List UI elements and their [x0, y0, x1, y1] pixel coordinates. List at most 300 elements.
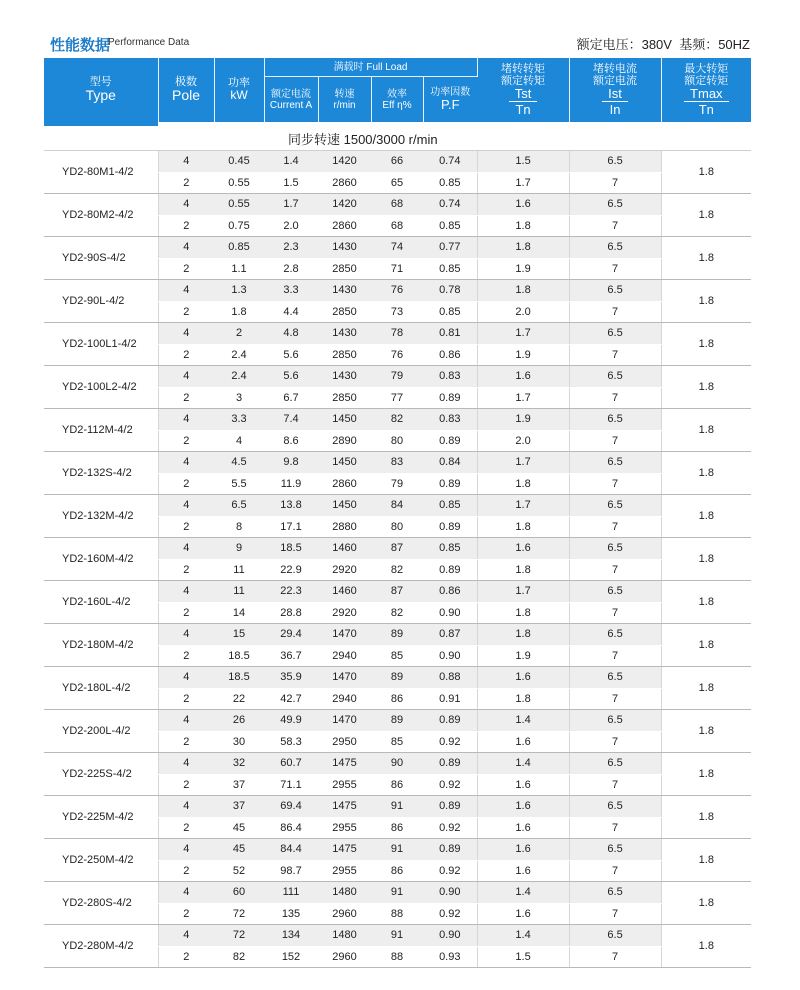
table-row [44, 194, 751, 216]
current-cell: 42.7 [264, 688, 318, 710]
power-factor-cell: 0.88 [423, 667, 477, 689]
tst-ratio-cell: 1.8 [477, 215, 569, 237]
col-pf-cn: 功率因数 [430, 86, 471, 98]
power-cell: 6.5 [214, 495, 264, 517]
ist-ratio-cell: 6.5 [569, 151, 661, 173]
power-cell: 45 [214, 839, 264, 861]
power-cell: 18.5 [214, 667, 264, 689]
model-type-cell: YD2-250M-4/2 [44, 839, 158, 882]
power-cell: 4.5 [214, 452, 264, 474]
current-cell: 22.3 [264, 581, 318, 603]
power-cell: 30 [214, 731, 264, 753]
power-factor-cell: 0.90 [423, 925, 477, 947]
tst-ratio-cell: 1.8 [477, 473, 569, 495]
pole-cell: 4 [158, 409, 214, 431]
pole-cell: 2 [158, 473, 214, 495]
efficiency-cell: 90 [371, 753, 423, 775]
table-row [44, 495, 751, 517]
speed-cell: 2940 [318, 645, 371, 667]
speed-cell: 1430 [318, 280, 371, 302]
tmax-ratio-cell: 1.8 [661, 409, 751, 452]
current-cell: 71.1 [264, 774, 318, 796]
current-cell: 98.7 [264, 860, 318, 882]
efficiency-cell: 82 [371, 559, 423, 581]
tst-ratio-cell: 1.8 [477, 602, 569, 624]
tst-ratio-cell: 1.4 [477, 753, 569, 775]
power-cell: 3.3 [214, 409, 264, 431]
table-row [44, 452, 751, 474]
efficiency-cell: 91 [371, 882, 423, 904]
table-row [44, 237, 751, 259]
efficiency-cell: 85 [371, 645, 423, 667]
power-factor-cell: 0.90 [423, 602, 477, 624]
power-cell: 8 [214, 516, 264, 538]
efficiency-cell: 80 [371, 430, 423, 452]
current-cell: 7.4 [264, 409, 318, 431]
tst-ratio-cell: 1.5 [477, 946, 569, 968]
pole-cell: 4 [158, 151, 214, 173]
ist-ratio-cell: 7 [569, 946, 661, 968]
table-row [44, 280, 751, 302]
ist-ratio-cell: 6.5 [569, 280, 661, 302]
col-tst-cn2: 额定转矩 [501, 75, 546, 87]
tst-ratio-cell: 1.6 [477, 903, 569, 925]
current-cell: 58.3 [264, 731, 318, 753]
speed-cell: 2850 [318, 301, 371, 323]
tmax-ratio-cell: 1.8 [661, 796, 751, 839]
section-row [44, 126, 751, 151]
ist-ratio-cell: 6.5 [569, 925, 661, 947]
power-cell: 5.5 [214, 473, 264, 495]
ist-ratio-cell: 6.5 [569, 366, 661, 388]
page-title: 性能数据 [50, 37, 111, 54]
table-row [44, 882, 751, 904]
tst-ratio-cell: 2.0 [477, 430, 569, 452]
current-cell: 1.7 [264, 194, 318, 216]
tst-ratio-cell: 1.9 [477, 258, 569, 280]
speed-cell: 1480 [318, 925, 371, 947]
tst-ratio-cell: 1.6 [477, 796, 569, 818]
efficiency-cell: 86 [371, 688, 423, 710]
tst-ratio-cell: 1.9 [477, 645, 569, 667]
ist-ratio-cell: 7 [569, 774, 661, 796]
power-factor-cell: 0.85 [423, 258, 477, 280]
ist-ratio-cell: 6.5 [569, 624, 661, 646]
current-cell: 5.6 [264, 344, 318, 366]
power-factor-cell: 0.89 [423, 839, 477, 861]
tmax-ratio-cell: 1.8 [661, 538, 751, 581]
speed-cell: 1460 [318, 581, 371, 603]
current-cell: 8.6 [264, 430, 318, 452]
efficiency-cell: 89 [371, 624, 423, 646]
power-cell: 0.55 [214, 172, 264, 194]
power-factor-cell: 0.92 [423, 817, 477, 839]
sync-speed-label: 同步转速 1500/3000 r/min [158, 126, 751, 151]
tst-ratio-cell: 1.7 [477, 387, 569, 409]
model-type-cell: YD2-112M-4/2 [44, 409, 158, 452]
speed-cell: 1470 [318, 667, 371, 689]
pole-cell: 4 [158, 710, 214, 732]
pole-cell: 2 [158, 860, 214, 882]
power-factor-cell: 0.83 [423, 366, 477, 388]
table-row [44, 925, 751, 947]
current-cell: 84.4 [264, 839, 318, 861]
ist-ratio-cell: 7 [569, 172, 661, 194]
col-power-cn: 功率 [228, 77, 250, 90]
ist-ratio-cell: 6.5 [569, 409, 661, 431]
col-speed-en: r/min [333, 99, 356, 111]
power-factor-cell: 0.85 [423, 215, 477, 237]
pole-cell: 2 [158, 645, 214, 667]
page-header [50, 34, 750, 56]
model-type-cell: YD2-180L-4/2 [44, 667, 158, 710]
power-factor-cell: 0.86 [423, 581, 477, 603]
efficiency-cell: 86 [371, 860, 423, 882]
power-cell: 82 [214, 946, 264, 968]
tmax-ratio-cell: 1.8 [661, 839, 751, 882]
tst-ratio-cell: 1.9 [477, 344, 569, 366]
tst-ratio-cell: 1.8 [477, 688, 569, 710]
speed-cell: 1450 [318, 495, 371, 517]
speed-cell: 2920 [318, 602, 371, 624]
col-ist-num: Ist [602, 87, 628, 102]
speed-cell: 1470 [318, 624, 371, 646]
power-cell: 0.55 [214, 194, 264, 216]
power-cell: 72 [214, 903, 264, 925]
power-factor-cell: 0.90 [423, 882, 477, 904]
efficiency-cell: 83 [371, 452, 423, 474]
speed-cell: 2955 [318, 860, 371, 882]
col-ist-den: In [609, 102, 621, 118]
model-type-cell: YD2-225S-4/2 [44, 753, 158, 796]
power-cell: 52 [214, 860, 264, 882]
speed-cell: 2950 [318, 731, 371, 753]
table-row [44, 409, 751, 431]
efficiency-cell: 89 [371, 667, 423, 689]
ist-ratio-cell: 7 [569, 645, 661, 667]
tst-ratio-cell: 1.4 [477, 925, 569, 947]
table-row [44, 151, 751, 173]
power-cell: 1.8 [214, 301, 264, 323]
speed-cell: 1450 [318, 452, 371, 474]
current-cell: 4.4 [264, 301, 318, 323]
efficiency-cell: 80 [371, 516, 423, 538]
pole-cell: 4 [158, 237, 214, 259]
tst-ratio-cell: 1.6 [477, 667, 569, 689]
ist-ratio-cell: 7 [569, 387, 661, 409]
col-type-cn: 型号 [89, 76, 112, 89]
pole-cell: 2 [158, 774, 214, 796]
pole-cell: 2 [158, 258, 214, 280]
col-current [264, 77, 318, 122]
power-cell: 4 [214, 430, 264, 452]
tmax-ratio-cell: 1.8 [661, 753, 751, 796]
pole-cell: 4 [158, 495, 214, 517]
current-cell: 69.4 [264, 796, 318, 818]
power-factor-cell: 0.85 [423, 495, 477, 517]
ist-ratio-cell: 6.5 [569, 194, 661, 216]
efficiency-cell: 87 [371, 581, 423, 603]
table-row [44, 323, 751, 345]
pole-cell: 2 [158, 215, 214, 237]
model-type-cell: YD2-160M-4/2 [44, 538, 158, 581]
tmax-ratio-cell: 1.8 [661, 667, 751, 710]
power-cell: 11 [214, 559, 264, 581]
speed-cell: 2955 [318, 774, 371, 796]
efficiency-cell: 86 [371, 817, 423, 839]
current-cell: 36.7 [264, 645, 318, 667]
tst-ratio-cell: 1.8 [477, 237, 569, 259]
speed-cell: 1470 [318, 710, 371, 732]
ist-ratio-cell: 7 [569, 344, 661, 366]
power-factor-cell: 0.91 [423, 688, 477, 710]
power-cell: 2 [214, 323, 264, 345]
efficiency-cell: 91 [371, 839, 423, 861]
model-type-cell: YD2-280M-4/2 [44, 925, 158, 968]
pole-cell: 4 [158, 366, 214, 388]
speed-cell: 1420 [318, 151, 371, 173]
tmax-ratio-cell: 1.8 [661, 624, 751, 667]
model-type-cell: YD2-100L1-4/2 [44, 323, 158, 366]
col-pole [158, 58, 214, 122]
table-body [44, 122, 751, 968]
speed-cell: 2850 [318, 344, 371, 366]
current-cell: 17.1 [264, 516, 318, 538]
current-cell: 9.8 [264, 452, 318, 474]
pole-cell: 2 [158, 172, 214, 194]
power-factor-cell: 0.85 [423, 538, 477, 560]
pole-cell: 2 [158, 387, 214, 409]
current-cell: 60.7 [264, 753, 318, 775]
efficiency-cell: 82 [371, 602, 423, 624]
power-factor-cell: 0.89 [423, 559, 477, 581]
model-type-cell: YD2-100L2-4/2 [44, 366, 158, 409]
power-cell: 0.75 [214, 215, 264, 237]
tst-ratio-cell: 2.0 [477, 301, 569, 323]
ist-ratio-cell: 7 [569, 215, 661, 237]
power-factor-cell: 0.92 [423, 860, 477, 882]
col-pole-en: Pole [171, 87, 201, 104]
col-tmax-den: Tn [698, 102, 714, 118]
pole-cell: 4 [158, 538, 214, 560]
ist-ratio-cell: 7 [569, 602, 661, 624]
ist-ratio-cell: 6.5 [569, 882, 661, 904]
tmax-ratio-cell: 1.8 [661, 925, 751, 968]
col-speed [318, 77, 371, 122]
power-factor-cell: 0.85 [423, 301, 477, 323]
tst-ratio-cell: 1.6 [477, 194, 569, 216]
power-cell: 72 [214, 925, 264, 947]
current-cell: 134 [264, 925, 318, 947]
pole-cell: 2 [158, 301, 214, 323]
tst-ratio-cell: 1.6 [477, 366, 569, 388]
ist-ratio-cell: 6.5 [569, 796, 661, 818]
ist-ratio-cell: 6.5 [569, 323, 661, 345]
power-cell: 18.5 [214, 645, 264, 667]
speed-cell: 2850 [318, 258, 371, 280]
tst-ratio-cell: 1.4 [477, 710, 569, 732]
efficiency-cell: 89 [371, 710, 423, 732]
tmax-ratio-cell: 1.8 [661, 882, 751, 925]
pole-cell: 4 [158, 323, 214, 345]
col-full-load: 满载时 Full Load [264, 58, 477, 77]
ist-ratio-cell: 6.5 [569, 839, 661, 861]
pole-cell: 4 [158, 280, 214, 302]
col-power [214, 58, 264, 122]
model-type-cell: YD2-80M2-4/2 [44, 194, 158, 237]
power-cell: 22 [214, 688, 264, 710]
power-factor-cell: 0.87 [423, 624, 477, 646]
efficiency-cell: 88 [371, 903, 423, 925]
power-factor-cell: 0.78 [423, 280, 477, 302]
current-cell: 18.5 [264, 538, 318, 560]
tmax-ratio-cell: 1.8 [661, 194, 751, 237]
tst-ratio-cell: 1.5 [477, 151, 569, 173]
power-factor-cell: 0.89 [423, 796, 477, 818]
tst-ratio-cell: 1.8 [477, 559, 569, 581]
col-current-cn: 额定电流 [271, 88, 311, 100]
pole-cell: 4 [158, 667, 214, 689]
efficiency-cell: 77 [371, 387, 423, 409]
tmax-ratio-cell: 1.8 [661, 581, 751, 624]
tst-ratio-cell: 1.7 [477, 452, 569, 474]
ist-ratio-cell: 7 [569, 473, 661, 495]
ist-ratio-cell: 7 [569, 258, 661, 280]
current-cell: 3.3 [264, 280, 318, 302]
col-tst-den: Tn [515, 102, 531, 118]
tmax-ratio-cell: 1.8 [661, 495, 751, 538]
col-tst-cn1: 堵转转矩 [501, 62, 546, 75]
power-cell: 0.45 [214, 151, 264, 173]
tmax-ratio-cell: 1.8 [661, 151, 751, 194]
power-cell: 9 [214, 538, 264, 560]
col-power-factor [423, 77, 477, 122]
efficiency-cell: 78 [371, 323, 423, 345]
tst-ratio-cell: 1.6 [477, 731, 569, 753]
performance-table [44, 58, 751, 968]
current-cell: 2.8 [264, 258, 318, 280]
rated-spec [577, 34, 750, 53]
tst-ratio-cell: 1.6 [477, 839, 569, 861]
power-factor-cell: 0.74 [423, 151, 477, 173]
col-tmax-cn1: 最大转矩 [684, 62, 729, 75]
col-tmax-num: Tmax [684, 87, 729, 102]
efficiency-cell: 88 [371, 946, 423, 968]
col-pole-cn: 极数 [175, 76, 197, 89]
col-eff-cn: 效率 [387, 88, 407, 100]
tst-ratio-cell: 1.7 [477, 323, 569, 345]
pole-cell: 4 [158, 581, 214, 603]
power-cell: 0.85 [214, 237, 264, 259]
efficiency-cell: 68 [371, 194, 423, 216]
tst-ratio-cell: 1.8 [477, 624, 569, 646]
pole-cell: 2 [158, 559, 214, 581]
tst-ratio-cell: 1.6 [477, 817, 569, 839]
ist-ratio-cell: 6.5 [569, 495, 661, 517]
model-type-cell: YD2-225M-4/2 [44, 796, 158, 839]
power-cell: 37 [214, 774, 264, 796]
pole-cell: 2 [158, 516, 214, 538]
model-type-cell: YD2-200L-4/2 [44, 710, 158, 753]
efficiency-cell: 84 [371, 495, 423, 517]
power-factor-cell: 0.85 [423, 172, 477, 194]
current-cell: 49.9 [264, 710, 318, 732]
ist-ratio-cell: 7 [569, 903, 661, 925]
tmax-ratio-cell: 1.8 [661, 323, 751, 366]
power-factor-cell: 0.86 [423, 344, 477, 366]
tst-ratio-cell: 1.4 [477, 882, 569, 904]
speed-cell: 1420 [318, 194, 371, 216]
efficiency-cell: 71 [371, 258, 423, 280]
pole-cell: 2 [158, 602, 214, 624]
model-type-cell: YD2-160L-4/2 [44, 581, 158, 624]
ist-ratio-cell: 7 [569, 430, 661, 452]
efficiency-cell: 76 [371, 280, 423, 302]
power-factor-cell: 0.93 [423, 946, 477, 968]
pole-cell: 4 [158, 882, 214, 904]
speed-cell: 2890 [318, 430, 371, 452]
table-header [44, 58, 751, 122]
speed-cell: 1460 [318, 538, 371, 560]
tmax-ratio-cell: 1.8 [661, 710, 751, 753]
rated-voltage: 额定电压：380V [576, 37, 672, 52]
table-row [44, 796, 751, 818]
col-tmax [661, 58, 751, 122]
speed-cell: 2880 [318, 516, 371, 538]
power-cell: 45 [214, 817, 264, 839]
current-cell: 2.0 [264, 215, 318, 237]
model-type-cell: YD2-80M1-4/2 [44, 151, 158, 194]
power-cell: 11 [214, 581, 264, 603]
efficiency-cell: 79 [371, 473, 423, 495]
ist-ratio-cell: 7 [569, 860, 661, 882]
tst-ratio-cell: 1.7 [477, 172, 569, 194]
ist-ratio-cell: 6.5 [569, 538, 661, 560]
power-cell: 37 [214, 796, 264, 818]
pole-cell: 2 [158, 903, 214, 925]
efficiency-cell: 76 [371, 344, 423, 366]
pole-cell: 2 [158, 817, 214, 839]
power-factor-cell: 0.84 [423, 452, 477, 474]
power-factor-cell: 0.89 [423, 430, 477, 452]
speed-cell: 2955 [318, 817, 371, 839]
tst-ratio-cell: 1.6 [477, 860, 569, 882]
pole-cell: 2 [158, 344, 214, 366]
col-tmax-cn2: 额定转矩 [684, 75, 729, 87]
power-factor-cell: 0.92 [423, 903, 477, 925]
current-cell: 86.4 [264, 817, 318, 839]
col-pf-en: P.F [440, 96, 460, 112]
col-speed-cn: 转速 [334, 88, 355, 100]
ist-ratio-cell: 6.5 [569, 753, 661, 775]
pole-cell: 4 [158, 839, 214, 861]
speed-cell: 2920 [318, 559, 371, 581]
speed-cell: 2850 [318, 387, 371, 409]
power-cell: 32 [214, 753, 264, 775]
efficiency-cell: 82 [371, 409, 423, 431]
ist-ratio-cell: 6.5 [569, 237, 661, 259]
power-factor-cell: 0.92 [423, 731, 477, 753]
table-row [44, 366, 751, 388]
power-factor-cell: 0.77 [423, 237, 477, 259]
pole-cell: 4 [158, 796, 214, 818]
tmax-ratio-cell: 1.8 [661, 366, 751, 409]
speed-cell: 1430 [318, 323, 371, 345]
power-cell: 1.3 [214, 280, 264, 302]
efficiency-cell: 65 [371, 172, 423, 194]
pole-cell: 4 [158, 452, 214, 474]
efficiency-cell: 85 [371, 731, 423, 753]
